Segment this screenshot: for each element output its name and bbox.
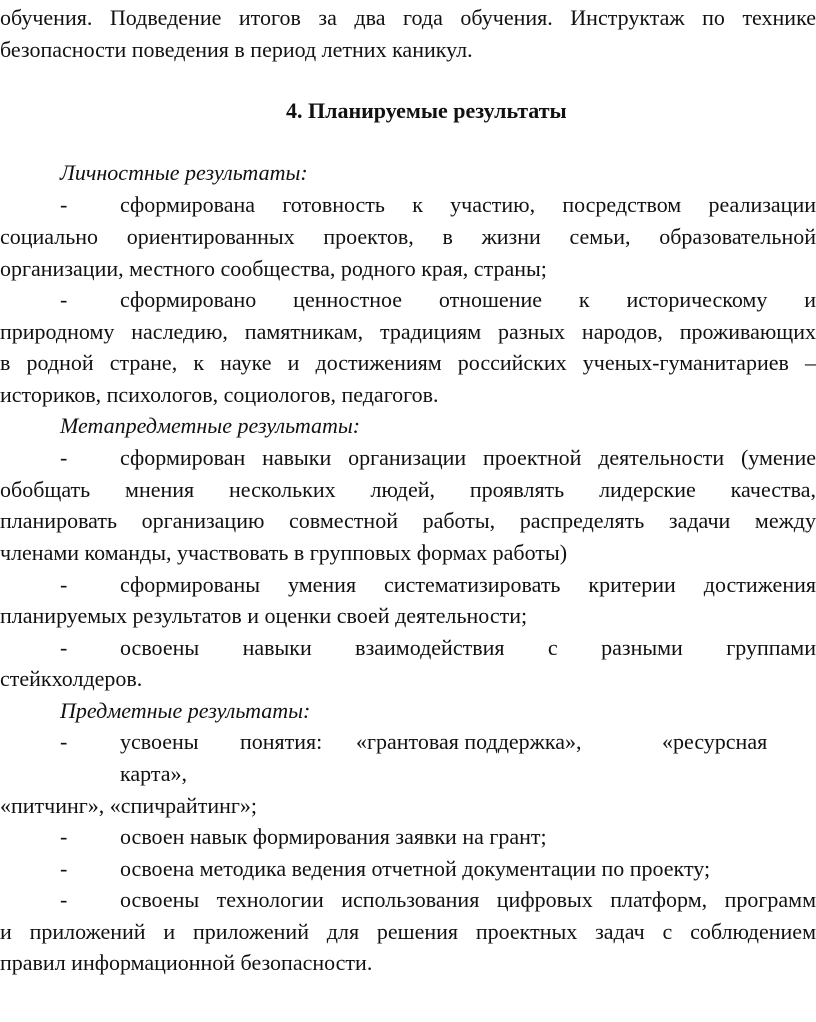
list-item-word: «грантовая поддержка», — [356, 729, 582, 754]
text-line: планируемых результатов и оценки своей деятельности; — [0, 603, 528, 628]
intro-line-1: обучения. Подведение итогов за два года обучения. Инструктаж по технике — [0, 5, 816, 30]
list-item — [0, 633, 816, 663]
list-dash: - — [60, 887, 68, 912]
list-dash: - — [60, 856, 68, 881]
list-item-text: сформировано ценностное отношение к историческому и — [120, 287, 816, 312]
text-line: «питчинг», «спичрайтинг»; — [0, 793, 258, 818]
list-item — [0, 570, 816, 600]
list-item-word: «ресурсная — [662, 729, 768, 754]
text-line: организации, местного сообщества, родного края, страны; — [0, 256, 547, 281]
text-line: историков, психологов, социологов, педагогов. — [0, 382, 439, 407]
list-dash: - — [60, 635, 68, 660]
list-item-text: освоены технологии использования цифровых платформ, программ — [120, 887, 816, 912]
list-item — [0, 190, 816, 220]
text-line: природному наследию, памятникам, традициям разных народов, проживающих — [0, 319, 816, 344]
text-line: стейкхолдеров. — [0, 666, 143, 691]
list-item-word: понятия: — [240, 729, 323, 754]
intro-line-2: безопасности поведения в период летних каникул. — [0, 37, 473, 62]
text-line: обобщать мнения нескольких людей, проявлять лидерские качества, — [0, 477, 816, 502]
list-item-text: сформирована готовность к участию, посредством реализации — [120, 192, 816, 217]
list-dash: - — [60, 824, 68, 849]
list-item — [0, 822, 816, 852]
text-line: планировать организацию совместной работы, распределять задачи между — [0, 508, 816, 533]
list-dash: - — [60, 192, 68, 217]
list-item-text: сформирован навыки организации проектной деятельности (умение — [120, 445, 816, 470]
text-line: членами команды, участвовать в групповых формах работы) — [0, 540, 568, 565]
text-line: социально ориентированных проектов, в жизни семьи, образовательной — [0, 224, 816, 249]
list-dash: - — [60, 445, 68, 470]
text-line: карта», — [120, 761, 187, 786]
list-item-word: усвоены — [120, 729, 199, 754]
list-item — [0, 885, 816, 915]
list-item-text: освоены навыки взаимодействия с разными группами — [120, 635, 816, 660]
subject-results-heading: Предметные результаты: — [60, 698, 311, 723]
list-item — [0, 727, 816, 757]
list-item — [0, 285, 816, 315]
list-item-text: освоена методика ведения отчетной документации по проекту; — [120, 856, 711, 881]
list-item — [0, 443, 816, 473]
section-title: 4. Планируемые результаты — [286, 98, 567, 123]
text-line: в родной стране, к науке и достижениям российских ученых-гуманитариев – — [0, 350, 816, 375]
list-item-text: освоен навык формирования заявки на грант; — [120, 824, 547, 849]
meta-results-heading: Метапредметные результаты: — [60, 413, 361, 438]
text-line: правил информационной безопасности. — [0, 950, 373, 975]
list-item-text: сформированы умения систематизировать критерии достижения — [120, 572, 816, 597]
list-dash: - — [60, 572, 68, 597]
personal-results-heading: Личностные результаты: — [60, 160, 308, 185]
list-dash: - — [60, 729, 68, 754]
list-item — [0, 854, 816, 884]
text-line: и приложений и приложений для решения проектных задач с соблюдением — [0, 919, 816, 944]
list-dash: - — [60, 287, 68, 312]
